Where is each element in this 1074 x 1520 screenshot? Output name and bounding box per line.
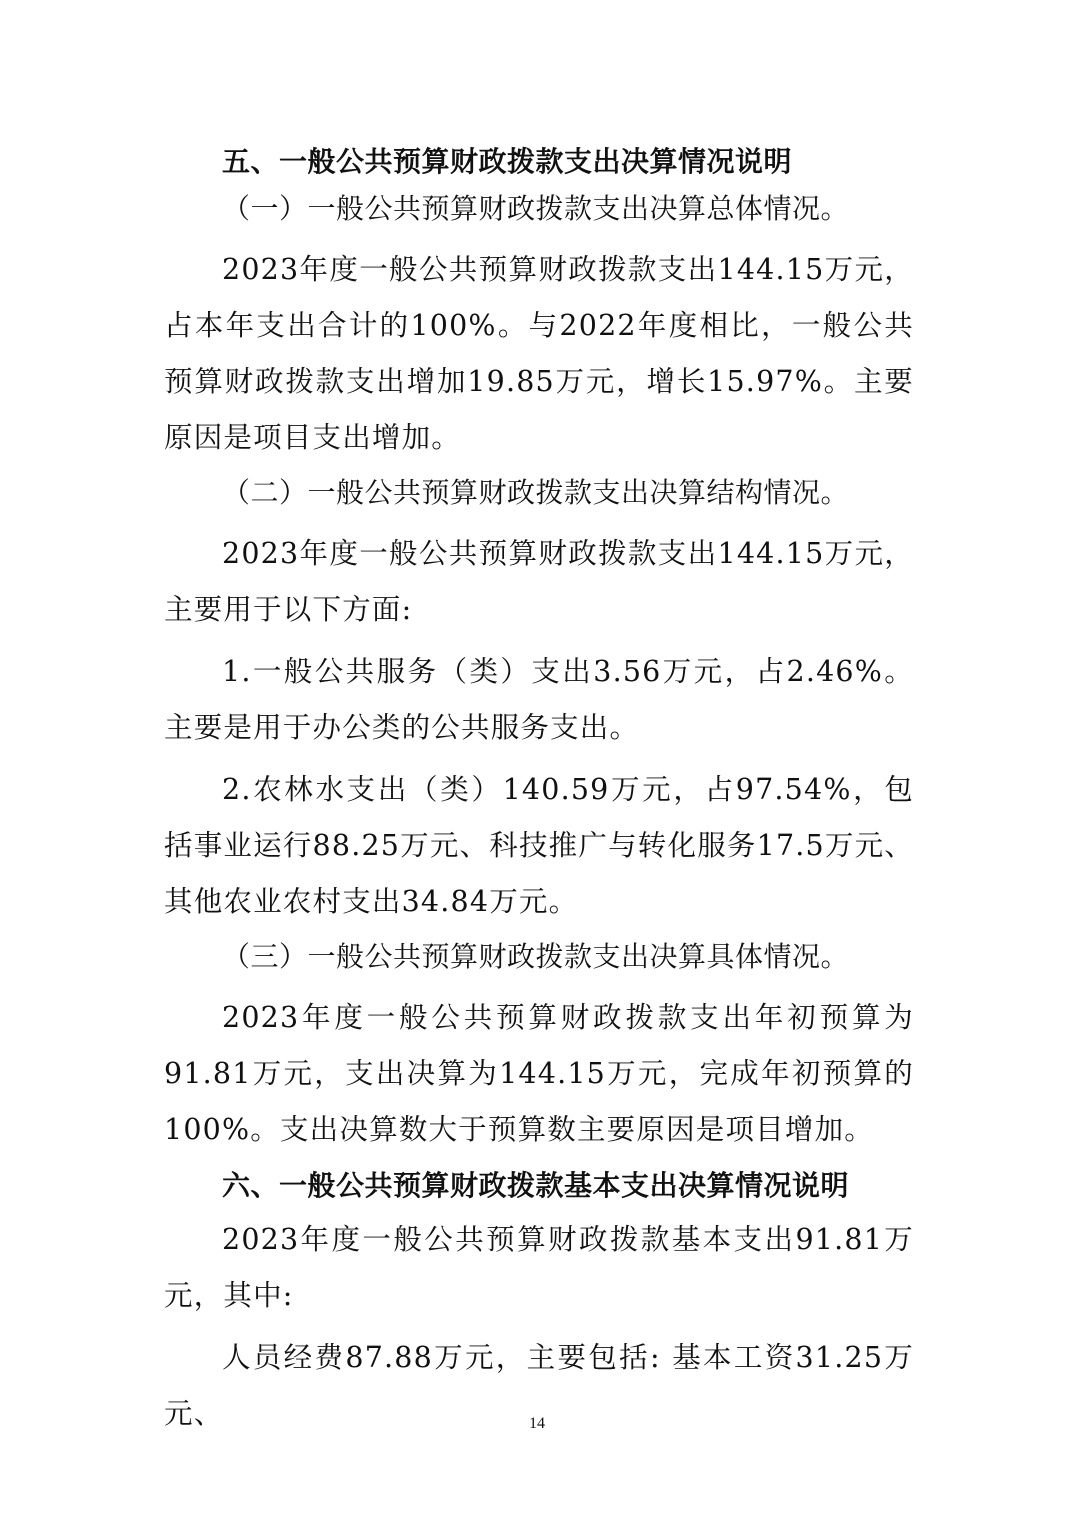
section-6-paragraph-1: 2023年度一般公共预算财政拨款基本支出91.81万元，其中: — [164, 1223, 914, 1312]
section-5-sub3-paragraph: 2023年度一般公共预算财政拨款支出年初预算为91.81万元，支出决算为144.15万元，完成年初预算的100%。支出决算数大于预算数主要原因是项目增加。 — [164, 1001, 914, 1146]
section-5-sub2-heading: （二）一般公共预算财政拨款支出决算结构情况。 — [222, 476, 850, 509]
page-number: 14 — [529, 1415, 545, 1432]
section-5-sub1-paragraph: 2023年度一般公共预算财政拨款支出144.15万元，占本年支出合计的100%。与2022年度相比，一般公共预算财政拨款支出增加19.85万元，增长15.97%。主要原因是项目支出增加。 — [164, 253, 914, 454]
section-6-heading: 六、一般公共预算财政拨款基本支出决算情况说明 — [222, 1169, 850, 1202]
section-5-sub2-item-2: 2.农林水支出（类）140.59万元，占97.54%，包括事业运行88.25万元、科技推广与转化服务17.5万元、其他农业农村支出34.84万元。 — [164, 773, 914, 918]
section-5-sub1-heading: （一）一般公共预算财政拨款支出决算总体情况。 — [222, 192, 850, 225]
section-5-sub2-item-1: 1.一般公共服务（类）支出3.56万元，占2.46%。主要是用于办公类的公共服务支出。 — [164, 655, 914, 744]
section-5-heading: 五、一般公共预算财政拨款支出决算情况说明 — [222, 145, 793, 178]
page-content — [164, 134, 914, 1442]
section-5-sub3-heading: （三）一般公共预算财政拨款支出决算具体情况。 — [222, 940, 850, 973]
section-5-sub2-paragraph: 2023年度一般公共预算财政拨款支出144.15万元，主要用于以下方面: — [164, 537, 914, 626]
section-6-paragraph-2: 人员经费87.88万元，主要包括: 基本工资31.25万元、 — [164, 1341, 914, 1430]
